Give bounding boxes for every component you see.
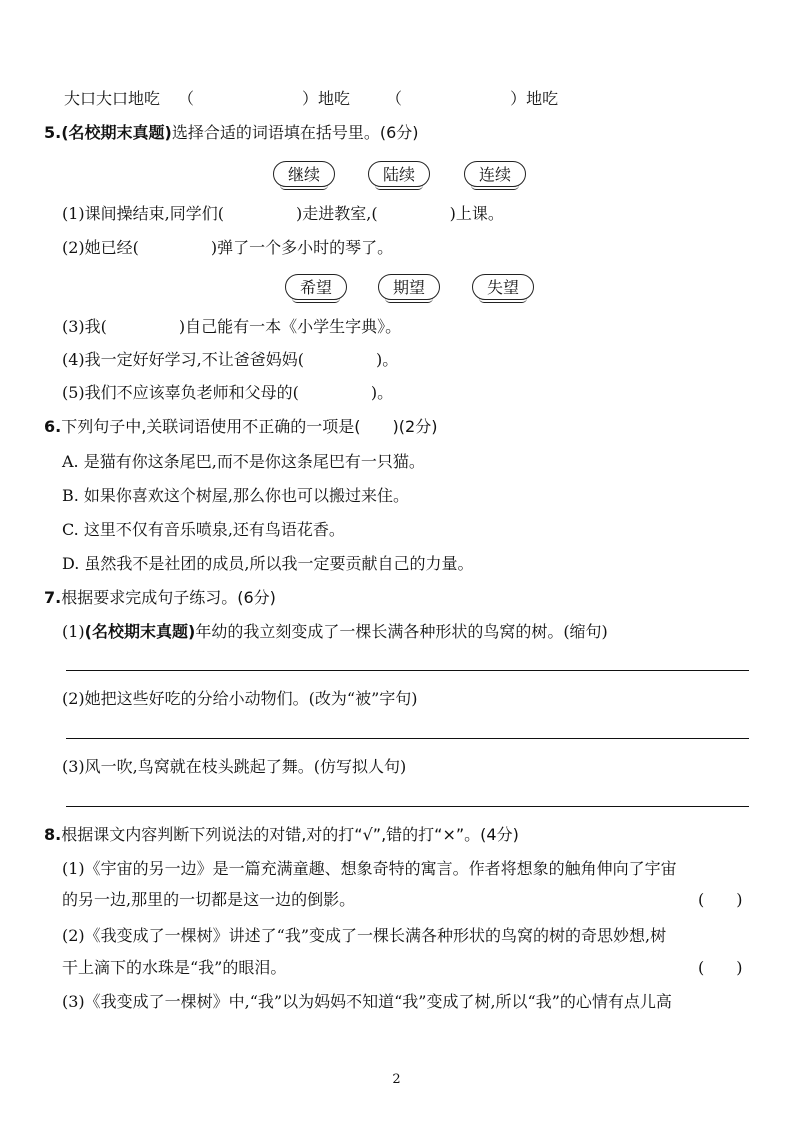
q7-item-1: (1)(名校期末真题)年幼的我立刻变成了一棵长满各种形状的鸟窝的树。(缩句): [62, 622, 608, 641]
q8-item-2-line-2: 干上滴下的水珠是“我”的眼泪。: [62, 958, 287, 977]
word-option-luxu: 陆续: [368, 161, 430, 187]
q8-item-2-line-1: (2)《我变成了一棵树》讲述了“我”变成了一棵长满各种形状的鸟窝的树的奇思妙想,树: [62, 926, 667, 945]
question-7-heading: 7.根据要求完成句子练习。(6分): [44, 588, 276, 607]
q7-item-2: (2)她把这些好吃的分给小动物们。(改为“被”字句): [62, 689, 418, 708]
q8-item-3-line-1: (3)《我变成了一棵树》中,“我”以为妈妈不知道“我”变成了树,所以“我”的心情有点儿高: [62, 992, 672, 1011]
fill-line-eat: 大口大口地吃 （ ）地吃 （ ）地吃: [64, 89, 559, 108]
answer-line-2: [66, 738, 749, 739]
q5-item-1: (1)课间操结束,同学们( )走进教室,( )上课。: [62, 204, 504, 223]
question-5-heading: 5.(名校期末真题)选择合适的词语填在括号里。(6分): [44, 123, 419, 142]
q7-item-3: (3)风一吹,鸟窝就在枝头跳起了舞。(仿写拟人句): [62, 757, 407, 776]
word-option-shiwang: 失望: [472, 274, 534, 300]
question-8-heading: 8.根据课文内容判断下列说法的对错,对的打“√”,错的打“×”。(4分): [44, 825, 519, 844]
q8-item-1-line-1: (1)《宇宙的另一边》是一篇充满童趣、想象奇特的寓言。作者将想象的触角伸向了宇宙: [62, 859, 677, 878]
q8-item-1-line-2: 的另一边,那里的一切都是这一边的倒影。: [62, 890, 356, 909]
answer-line-1: [66, 670, 749, 671]
q5-item-2: (2)她已经( )弹了一个多小时的琴了。: [62, 238, 394, 257]
word-option-xiwang: 希望: [285, 274, 347, 300]
q8-item-2-judge: ( ): [698, 958, 743, 977]
answer-line-3: [66, 806, 749, 807]
q5-item-3: (3)我( )自己能有一本《小学生字典》。: [62, 317, 402, 336]
q5-item-4: (4)我一定好好学习,不让爸爸妈妈( )。: [62, 350, 399, 369]
word-option-lianxu: 连续: [464, 161, 526, 187]
page-number: 2: [392, 1072, 401, 1087]
q6-option-b: B. 如果你喜欢这个树屋,那么你也可以搬过来住。: [62, 486, 410, 505]
word-option-jixu: 继续: [273, 161, 335, 187]
q8-item-1-judge: ( ): [698, 890, 743, 909]
q6-option-c: C. 这里不仅有音乐喷泉,还有鸟语花香。: [62, 520, 345, 539]
question-6-heading: 6.下列句子中,关联词语使用不正确的一项是( )(2分): [44, 417, 438, 436]
q5-item-5: (5)我们不应该辜负老师和父母的( )。: [62, 383, 394, 402]
q6-option-d: D. 虽然我不是社团的成员,所以我一定要贡献自己的力量。: [62, 554, 474, 573]
word-option-qiwang: 期望: [378, 274, 440, 300]
q6-option-a: A. 是猫有你这条尾巴,而不是你这条尾巴有一只猫。: [62, 452, 425, 471]
